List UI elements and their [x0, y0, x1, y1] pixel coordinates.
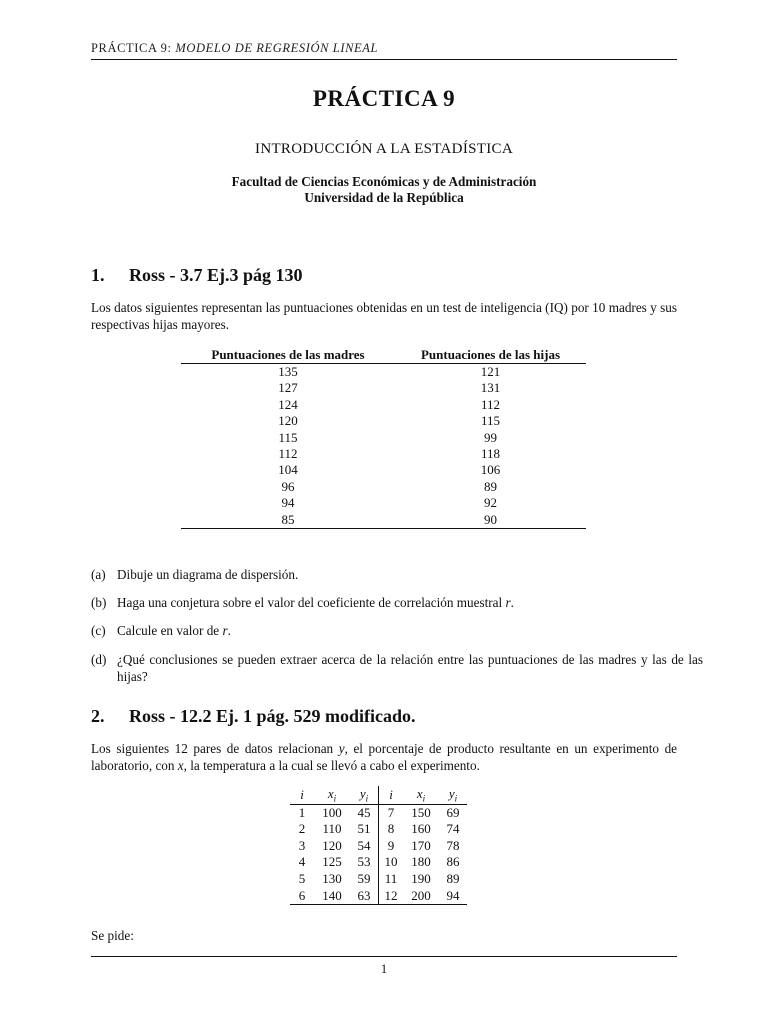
table-row	[290, 821, 467, 838]
daughter-score-cell: 115	[480, 413, 501, 429]
item-c-text: Calcule en valor de	[117, 623, 220, 638]
col-x-right-sub: i	[422, 793, 426, 804]
mother-score-cell: 85	[181, 512, 395, 529]
mother-score-cell: 120	[278, 413, 298, 429]
daughter-score-cell: 90	[395, 512, 586, 529]
item-b-end: .	[510, 595, 514, 610]
y-value-cell: 45	[350, 804, 379, 821]
running-header	[91, 41, 378, 56]
x-value-cell: 200	[403, 888, 439, 905]
y-value-cell: 51	[350, 821, 379, 838]
daughter-score-cell: 92	[484, 495, 497, 511]
table-row	[290, 838, 467, 855]
col-i-right: i	[389, 786, 393, 802]
col-y-left	[350, 786, 379, 804]
x-value-cell: 125	[322, 854, 342, 870]
index-cell: 2	[298, 821, 306, 837]
col-i-left: i	[300, 786, 304, 802]
item-a-text: Dibuje un diagrama de dispersión.	[117, 567, 299, 582]
y-value-cell: 63	[350, 888, 379, 905]
col-x-right	[403, 786, 439, 804]
y-value-cell: 69	[446, 804, 460, 820]
mother-score-cell: 96	[281, 478, 295, 494]
y-value-cell: 89	[446, 870, 460, 886]
index-cell: 1	[298, 804, 306, 820]
table-row	[181, 446, 586, 462]
section-2-intro-part-2: , el porcentaje de producto resultante en un experimento de laboratorio, con	[91, 741, 678, 773]
section-2-intro-part-1: Los siguientes 12 pares de datos relacionan	[91, 741, 334, 756]
index-cell: 12	[379, 888, 404, 905]
table-row	[181, 364, 586, 381]
index-cell: 8	[387, 821, 395, 837]
index-cell: 11	[384, 870, 398, 886]
index-cell: 7	[387, 804, 395, 820]
x-value-cell: 100	[322, 804, 342, 820]
mother-score-cell: 135	[278, 364, 298, 379]
subtitle: INTRODUCCIÓN A LA ESTADÍSTICA	[255, 141, 513, 157]
section-2-heading	[91, 706, 416, 727]
table-row	[181, 397, 586, 413]
index-cell: 9	[387, 837, 395, 853]
request-label: Se pide:	[91, 928, 134, 943]
mother-score-cell: 112	[278, 446, 298, 462]
col-y-left-sub: i	[365, 793, 369, 804]
table-row	[290, 871, 467, 888]
section-2-number: 2.	[91, 706, 105, 726]
section-2-intro	[91, 740, 677, 774]
index-cell: 4	[298, 854, 306, 870]
mother-score-cell: 94	[281, 495, 295, 511]
mother-score-cell: 115	[278, 429, 298, 445]
affiliation-line-1: Facultad de Ciencias Económicas y de Administración	[231, 174, 537, 189]
variable-x: x	[177, 758, 184, 773]
mother-score-cell: 104	[278, 462, 298, 478]
table-row	[181, 380, 586, 396]
col-y-left-var: y	[359, 786, 366, 801]
section-1-intro: Los datos siguientes representan las puntuaciones obtenidas en un test de inteligencia (IQ) por 10 madres y sus respectivas hijas mayores.	[91, 300, 677, 332]
y-value-cell: 53	[350, 854, 379, 871]
daughter-score-cell: 121	[480, 364, 501, 379]
daughter-score-cell: 89	[484, 478, 497, 494]
daughter-score-cell: 106	[480, 462, 501, 478]
x-value-cell: 170	[411, 837, 431, 853]
item-c-label: (c)	[91, 623, 106, 638]
col-y-right-var: y	[448, 786, 455, 801]
item-b	[91, 594, 677, 611]
index-cell: 10	[384, 854, 398, 870]
col-x-left	[314, 786, 350, 804]
x-value-cell: 180	[411, 854, 431, 870]
col-y-right-sub: i	[454, 793, 458, 804]
table-row	[290, 854, 467, 871]
item-b-text: Haga una conjetura sobre el valor del coeficiente de correlación muestral	[117, 595, 503, 610]
daughter-score-cell: 131	[480, 380, 501, 396]
table-header-daughters: Puntuaciones de las hijas	[420, 346, 561, 362]
section-1-heading	[91, 265, 303, 286]
item-d-text: ¿Qué conclusiones se pueden extraer acerca de la relación entre las puntuaciones de las madres y las de las hijas?	[117, 652, 703, 684]
table-row	[290, 888, 467, 905]
index-cell: 6	[290, 888, 314, 905]
variable-y: y	[338, 741, 345, 756]
footer-rule	[91, 956, 677, 957]
index-cell: 5	[298, 870, 306, 886]
item-c	[91, 622, 677, 639]
daughter-score-cell: 118	[480, 446, 501, 462]
section-1-number: 1.	[91, 265, 105, 285]
item-b-variable: r	[505, 595, 511, 610]
col-x-left-sub: i	[333, 793, 337, 804]
table-row	[290, 804, 467, 821]
col-x-right-var: x	[416, 786, 423, 801]
y-value-cell: 54	[350, 838, 379, 855]
table-row	[181, 512, 586, 529]
page-title: PRÁCTICA 9	[312, 86, 456, 111]
section-2-title: Ross - 12.2 Ej. 1 pág. 529 modificado.	[129, 706, 416, 726]
daughter-score-cell: 112	[480, 396, 501, 412]
temperature-yield-table	[290, 786, 467, 905]
y-value-cell: 86	[446, 854, 460, 870]
x-value-cell: 110	[322, 821, 342, 837]
y-value-cell: 59	[350, 871, 379, 888]
col-y-right	[439, 786, 467, 804]
table-row	[181, 413, 586, 429]
affiliation-line-2: Universidad de la República	[304, 190, 464, 205]
mother-score-cell: 127	[278, 380, 298, 396]
iq-scores-table	[181, 346, 586, 529]
x-value-cell: 160	[411, 821, 431, 837]
page-number: 1	[380, 962, 388, 976]
item-a	[91, 566, 677, 583]
y-value-cell: 74	[446, 821, 460, 837]
table-row	[181, 479, 586, 495]
item-d-label: (d)	[91, 652, 107, 667]
x-value-cell: 140	[314, 888, 350, 905]
running-header-title: MODELO DE REGRESIÓN LINEAL	[175, 41, 379, 55]
item-c-variable: r	[222, 623, 228, 638]
header-rule	[91, 59, 677, 60]
table-header-mothers: Puntuaciones de las madres	[211, 346, 365, 362]
item-b-label: (b)	[91, 595, 107, 610]
x-value-cell: 150	[411, 804, 431, 820]
index-cell: 3	[298, 837, 306, 853]
y-value-cell: 78	[446, 837, 460, 853]
item-a-label: (a)	[91, 567, 106, 582]
mother-score-cell: 124	[278, 396, 298, 412]
section-1-title: Ross - 3.7 Ej.3 pág 130	[129, 265, 303, 285]
col-x-left-var: x	[327, 786, 334, 801]
x-value-cell: 190	[411, 870, 431, 886]
table-row	[181, 462, 586, 478]
item-d	[91, 651, 703, 685]
x-value-cell: 130	[322, 870, 342, 886]
section-2-intro-part-3: , la temperatura a la cual se llevó a cabo el experimento.	[183, 758, 480, 773]
daughter-score-cell: 99	[484, 429, 497, 445]
running-header-prefix: PRÁCTICA 9:	[91, 41, 172, 55]
table-row	[181, 430, 586, 446]
table-row	[181, 495, 586, 511]
x-value-cell: 120	[322, 837, 342, 853]
item-c-end: .	[227, 623, 231, 638]
y-value-cell: 94	[439, 888, 467, 905]
